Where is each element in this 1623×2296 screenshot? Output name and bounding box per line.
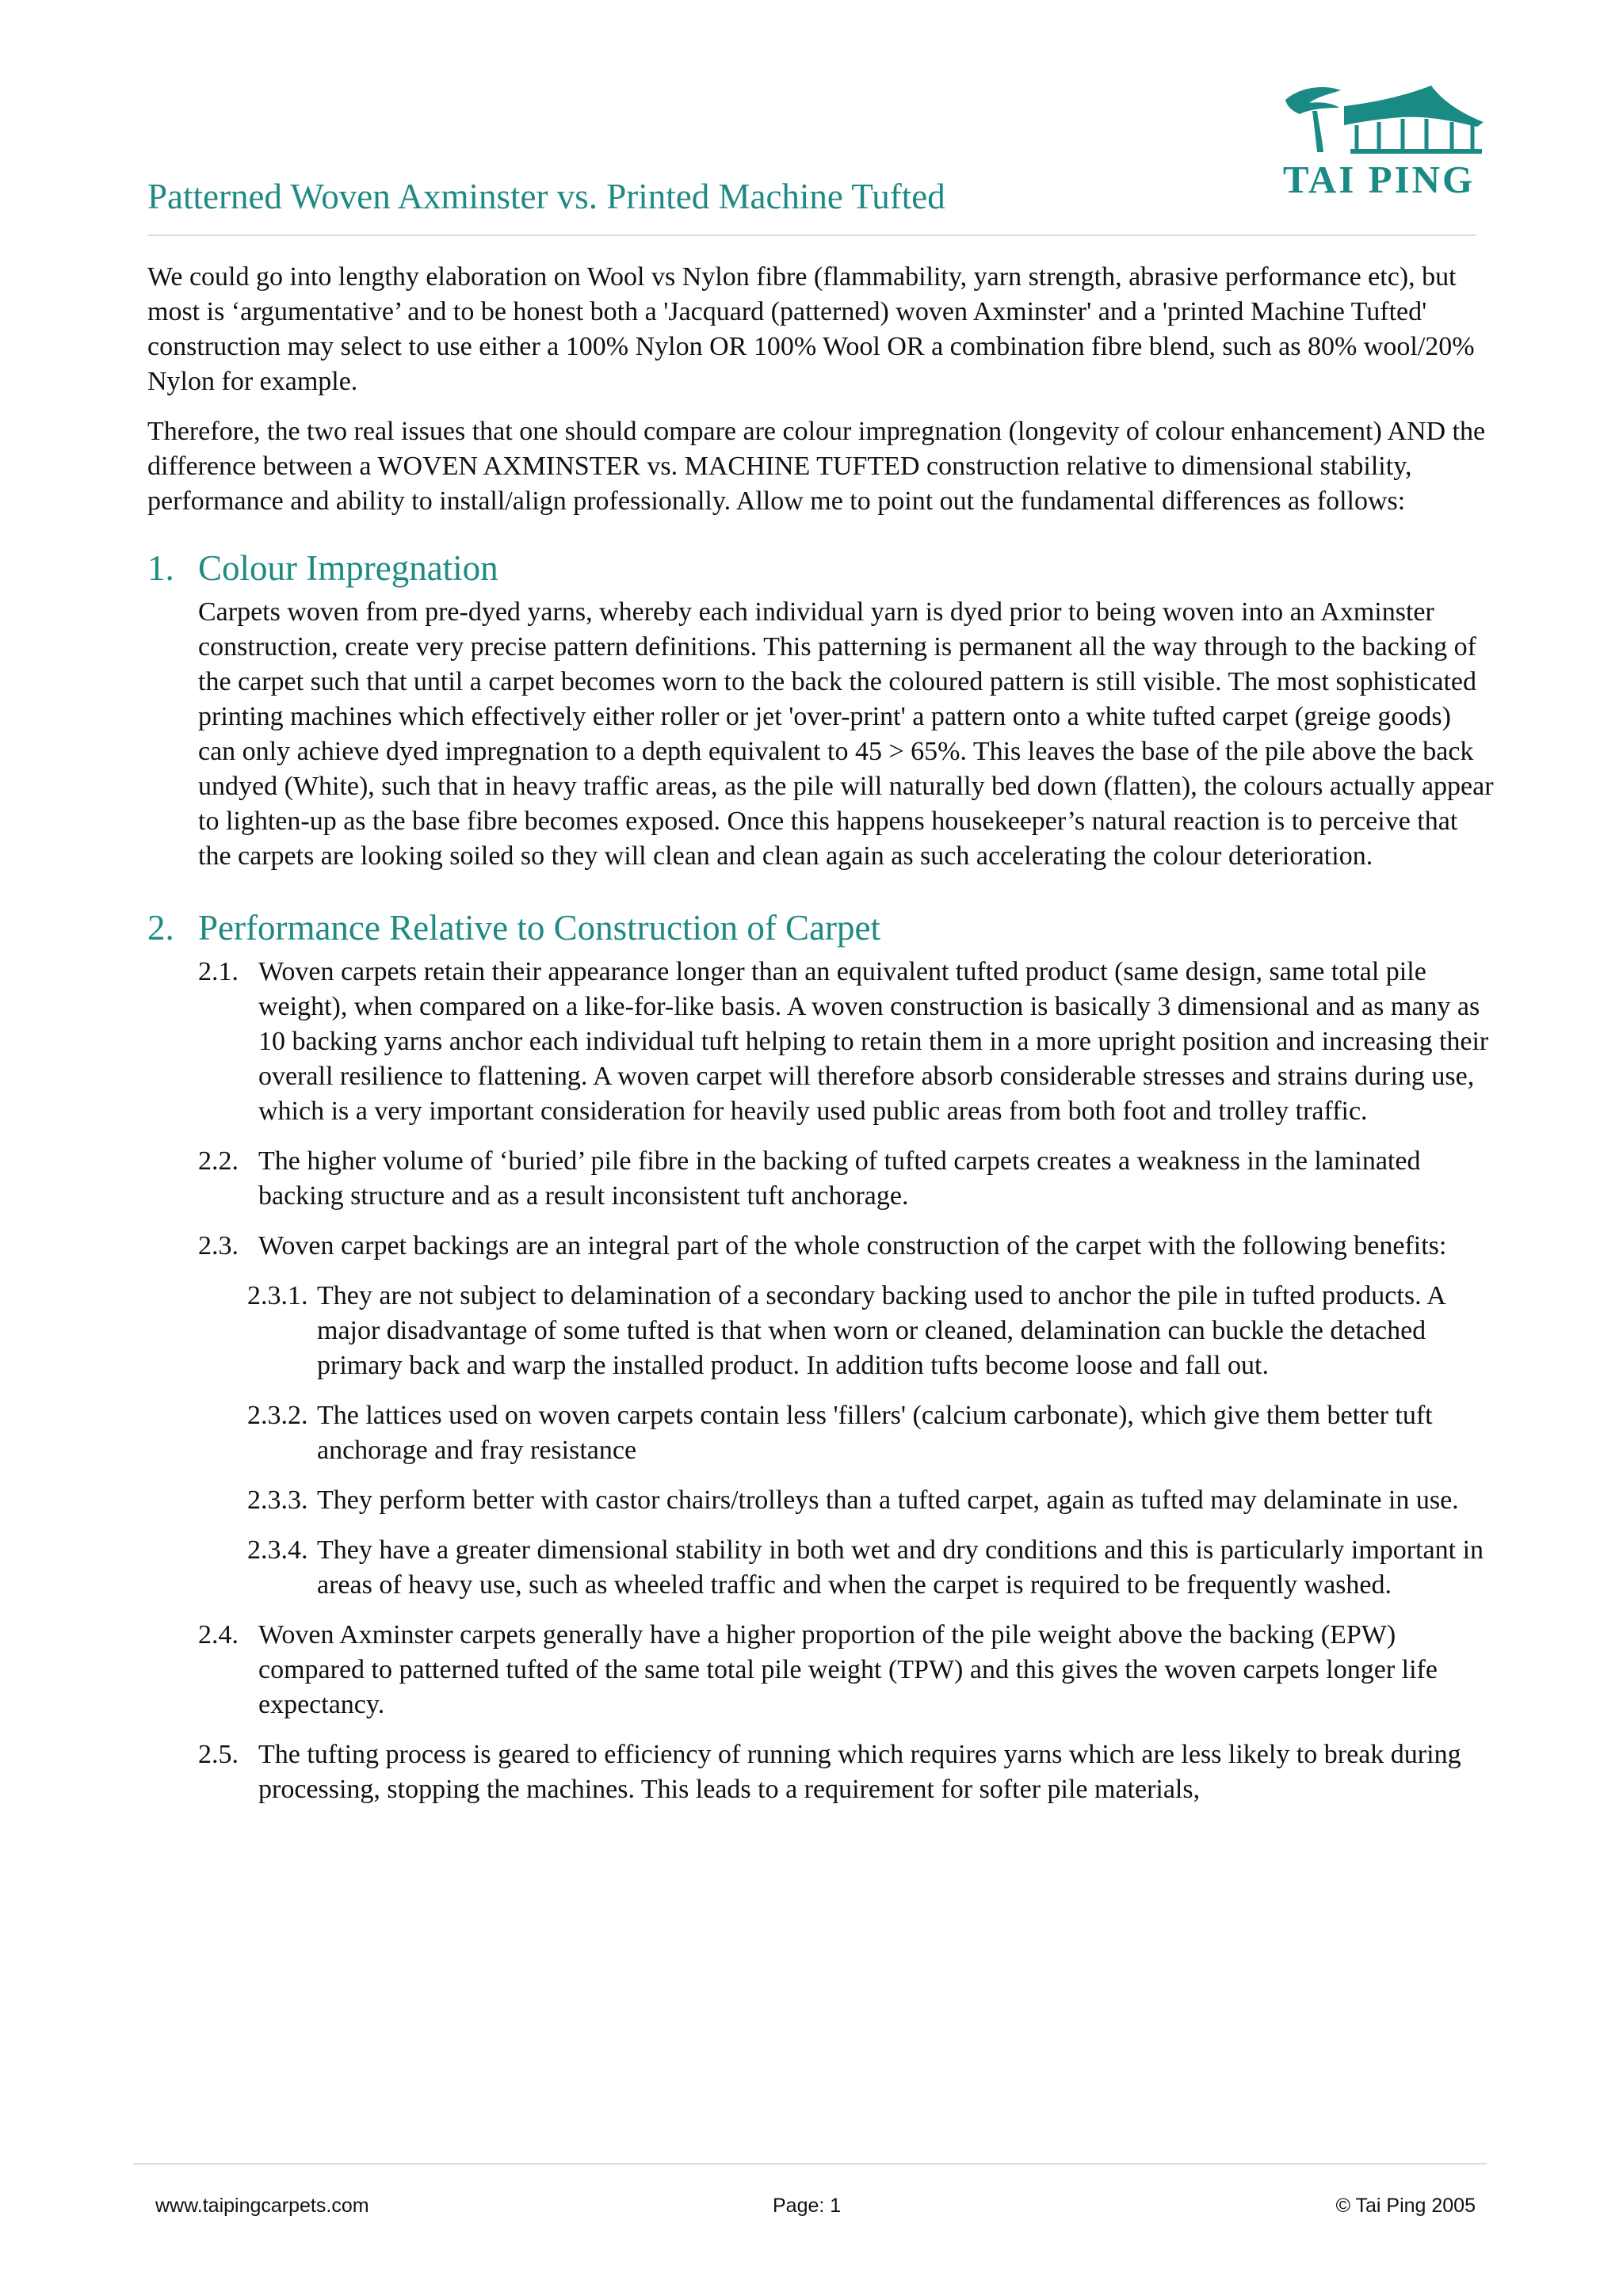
item-number: 2.3.1. — [247, 1281, 308, 1310]
section-heading — [147, 906, 1495, 950]
item-text: They are not subject to delamination of a secondary backing used to anchor the pile in tufted products. A major disadvantage of some tufted is that when worn or cleaned, delamination can buckle the detached primary back and warp the installed product. In addition tufts become loose and fall out. — [317, 1281, 1445, 1380]
sub-list-item — [247, 1533, 1495, 1603]
item-number: 2.4. — [198, 1620, 239, 1650]
header-divider — [147, 235, 1476, 236]
item-text: Woven Axminster carpets generally have a higher proportion of the pile weight above the backing (EPW) compared to patterned tufted of the same total pile weight (TPW) and this gives the woven carpets longer life expectancy. — [258, 1620, 1438, 1719]
section-title: Performance Relative to Construction of Carpet — [198, 908, 880, 948]
item-text: The tufting process is geared to efficiency of running which requires yarns which are less likely to break during processing, stopping the machines. This leads to a requirement for softer pile materials, — [258, 1740, 1461, 1804]
item-text: They have a greater dimensional stability in both wet and dry conditions and this is particularly important in areas of heavy use, such as wheeled traffic and when the carpet is required to be frequently washed. — [317, 1535, 1484, 1600]
section-heading — [147, 546, 1495, 590]
list-item — [198, 1737, 1495, 1807]
item-text: Woven carpets retain their appearance longer than an equivalent tufted product (same design, same total pile weight), when compared on a like-for-like basis. A woven construction is basically 3 dimensional and as many as 10 backing yarns anchor each individual tuft helping to retain them in a more upright position and increasing their overall resilience to flattening. A woven carpet will therefore absorb considerable stresses and strains during use, which is a very important consideration for heavily used public areas from both foot and trolley traffic. — [258, 957, 1489, 1126]
section-title: Colour Impregnation — [198, 548, 498, 588]
footer-divider — [133, 2163, 1487, 2164]
intro-paragraph: Therefore, the two real issues that one should compare are colour impregnation (longevity of colour enhancement) AND the difference between a WOVEN AXMINSTER vs. MACHINE TUFTED construction relative to dimensional stability, performance and ability to install/align professionally. Allow me to point out the fundamental differences as follows: — [147, 417, 1486, 516]
item-number: 2.3.3. — [247, 1486, 308, 1515]
item-number: 2.3.4. — [247, 1535, 308, 1565]
item-number: 2.5. — [198, 1740, 239, 1769]
item-number: 2.3.2. — [247, 1401, 308, 1430]
sub-list-item — [247, 1279, 1495, 1383]
sub-list-item — [247, 1483, 1495, 1518]
item-text: The lattices used on woven carpets contain less 'fillers' (calcium carbonate), which give them better tuft anchorage and fray resistance — [317, 1401, 1433, 1465]
tai-ping-logo — [1268, 79, 1490, 206]
list-item — [198, 1144, 1495, 1214]
footer-page-number: Page: 1 — [773, 2195, 842, 2217]
section-number: 2. — [147, 908, 174, 948]
section-number: 1. — [147, 548, 174, 588]
list-item — [198, 1618, 1495, 1722]
footer-website: www.taipingcarpets.com — [155, 2195, 369, 2217]
document-title: Patterned Woven Axminster vs. Printed Machine Tufted — [147, 177, 945, 216]
list-item — [198, 955, 1495, 1129]
item-number: 2.2. — [198, 1146, 239, 1176]
section-paragraph: Carpets woven from pre-dyed yarns, whereby each individual yarn is dyed prior to being woven into an Axminster construction, create very precise pattern definitions. This patterning is permanent all the way through to the backing of the carpet such that until a carpet becomes worn to the back the coloured pattern is still visible. The most sophisticated printing machines which effectively either roller or jet 'over-print' a pattern onto a white tufted carpet (greige goods) can only achieve dyed impregnation to a depth equivalent to 45 > 65%. This leaves the base of the pile above the back undyed (White), such that in heavy traffic areas, as the pile will naturally bed down (flatten), the colours actually appear to lighten-up as the base fibre becomes exposed. Once this happens housekeeper’s natural reaction is to perceive that the carpets are looking soiled so they will clean and clean again as such accelerating the colour deterioration. — [198, 597, 1494, 871]
item-text: The higher volume of ‘buried’ pile fibre in the backing of tufted carpets creates a weakness in the laminated backing structure and as a result inconsistent tuft anchorage. — [258, 1146, 1421, 1211]
item-number: 2.3. — [198, 1231, 239, 1261]
item-text: Woven carpet backings are an integral part of the whole construction of the carpet with the following benefits: — [258, 1231, 1447, 1261]
pavilion-tree-icon — [1268, 79, 1490, 155]
intro-paragraph: We could go into lengthy elaboration on Wool vs Nylon fibre (flammability, yarn strength, abrasive performance etc), but most is ‘argumentative’ and to be honest both a 'Jacquard (patterned) woven Axminster' and a 'printed Machine Tufted' construction may select to use either a 100% Nylon OR 100% Wool OR a combination fibre blend, such as 80% wool/20% Nylon for example. — [147, 262, 1475, 396]
document-body — [147, 260, 1495, 1822]
list-item — [198, 1229, 1495, 1264]
footer-copyright: © Tai Ping 2005 — [1335, 2195, 1476, 2217]
sub-list-item — [247, 1398, 1495, 1468]
item-number: 2.1. — [198, 957, 239, 986]
item-text: They perform better with castor chairs/trolleys than a tufted carpet, again as tufted may delaminate in use. — [317, 1486, 1459, 1515]
logo-wordmark: TAI PING — [1282, 158, 1476, 201]
